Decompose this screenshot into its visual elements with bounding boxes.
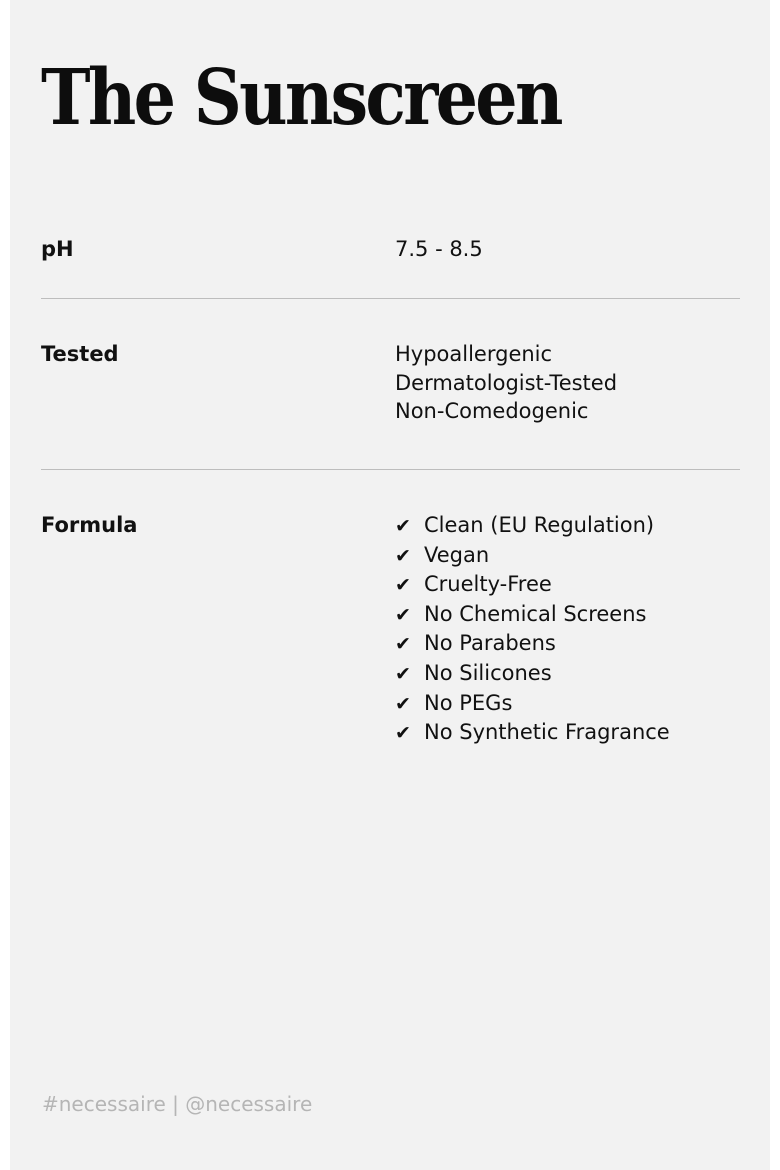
product-info-card	[10, 0, 770, 1170]
checklist-item	[395, 511, 670, 541]
formula-checklist	[395, 511, 670, 748]
checklist-item	[395, 570, 670, 600]
social-handles-footer: #necessaire | @necessaire	[42, 1092, 313, 1116]
checkmark-icon: ✔	[395, 662, 411, 685]
checklist-item-label: No PEGs	[424, 690, 513, 715]
tested-value: Non-Comedogenic	[395, 399, 589, 424]
divider	[41, 469, 740, 470]
checklist-item	[395, 629, 670, 659]
checklist-item-label: Clean (EU Regulation)	[424, 513, 655, 537]
tested-value: Dermatologist-Tested	[395, 370, 618, 395]
ph-value: 7.5 - 8.5	[395, 237, 483, 261]
checkmark-icon: ✔	[395, 722, 411, 745]
checklist-item	[395, 718, 670, 748]
tested-value: Hypoallergenic	[395, 342, 553, 366]
page-title: The Sunscreen	[41, 53, 561, 143]
checklist-item	[395, 541, 670, 571]
divider	[41, 298, 740, 299]
ph-label: pH	[41, 237, 74, 261]
checkmark-icon: ✔	[395, 692, 411, 715]
checklist-item-label: No Chemical Screens	[424, 601, 647, 626]
checkmark-icon: ✔	[395, 633, 411, 656]
checklist-item-label: Cruelty-Free	[424, 572, 552, 597]
checklist-item-label: No Synthetic Fragrance	[424, 720, 670, 745]
checklist-item	[395, 659, 670, 689]
tested-values	[395, 340, 617, 426]
checkmark-icon: ✔	[395, 574, 411, 597]
tested-label: Tested	[41, 342, 119, 366]
checklist-item-label: No Parabens	[424, 631, 556, 656]
checklist-item-label: No Silicones	[424, 660, 552, 685]
checkmark-icon: ✔	[395, 544, 411, 567]
checkmark-icon: ✔	[395, 603, 411, 626]
formula-label: Formula	[41, 513, 138, 537]
checklist-item	[395, 600, 670, 630]
checklist-item-label: Vegan	[424, 542, 490, 567]
checklist-item	[395, 689, 670, 719]
checkmark-icon: ✔	[395, 515, 411, 537]
